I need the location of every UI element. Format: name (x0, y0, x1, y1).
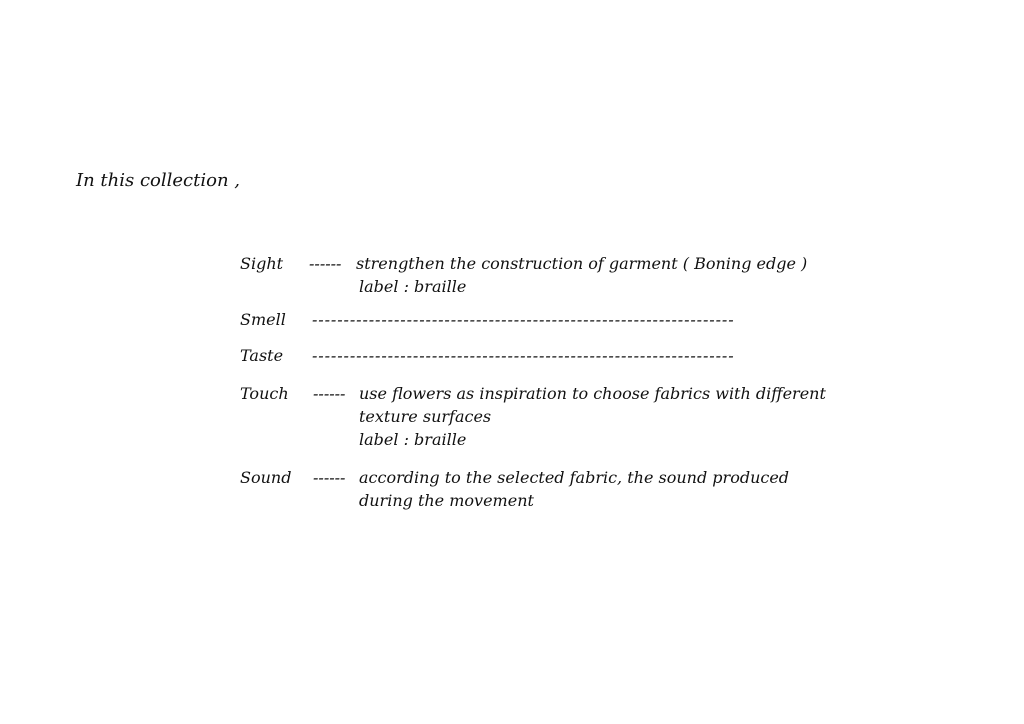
sense-name-taste: Taste (240, 346, 284, 365)
sense-line-sight-1: strengthen the construction of garment ( Boning edge ) (356, 254, 808, 273)
sense-dashes-sight: ------ (309, 254, 342, 273)
sense-name-touch: Touch (240, 384, 289, 403)
sense-dashes-touch: ------ (313, 384, 346, 403)
sense-name-sound: Sound (240, 468, 292, 487)
sense-dashes-smell: ------------------------------------------------------------------- (312, 310, 735, 329)
sense-line-touch-3: label : braille (359, 430, 467, 449)
sense-dashes-sound: ------ (313, 468, 346, 487)
intro-text: In this collection , (76, 170, 240, 191)
sense-dashes-taste: ------------------------------------------------------------------- (312, 346, 735, 365)
sense-name-sight: Sight (240, 254, 284, 273)
sense-line-sight-2: label : braille (359, 277, 467, 296)
sense-name-smell: Smell (240, 310, 286, 329)
sense-line-touch-2: texture surfaces (359, 407, 492, 426)
sense-line-sound-1: according to the selected fabric, the sound produced (359, 468, 790, 487)
sense-line-touch-1: use flowers as inspiration to choose fabrics with different (359, 384, 826, 403)
sense-line-sound-2: during the movement (359, 491, 534, 510)
